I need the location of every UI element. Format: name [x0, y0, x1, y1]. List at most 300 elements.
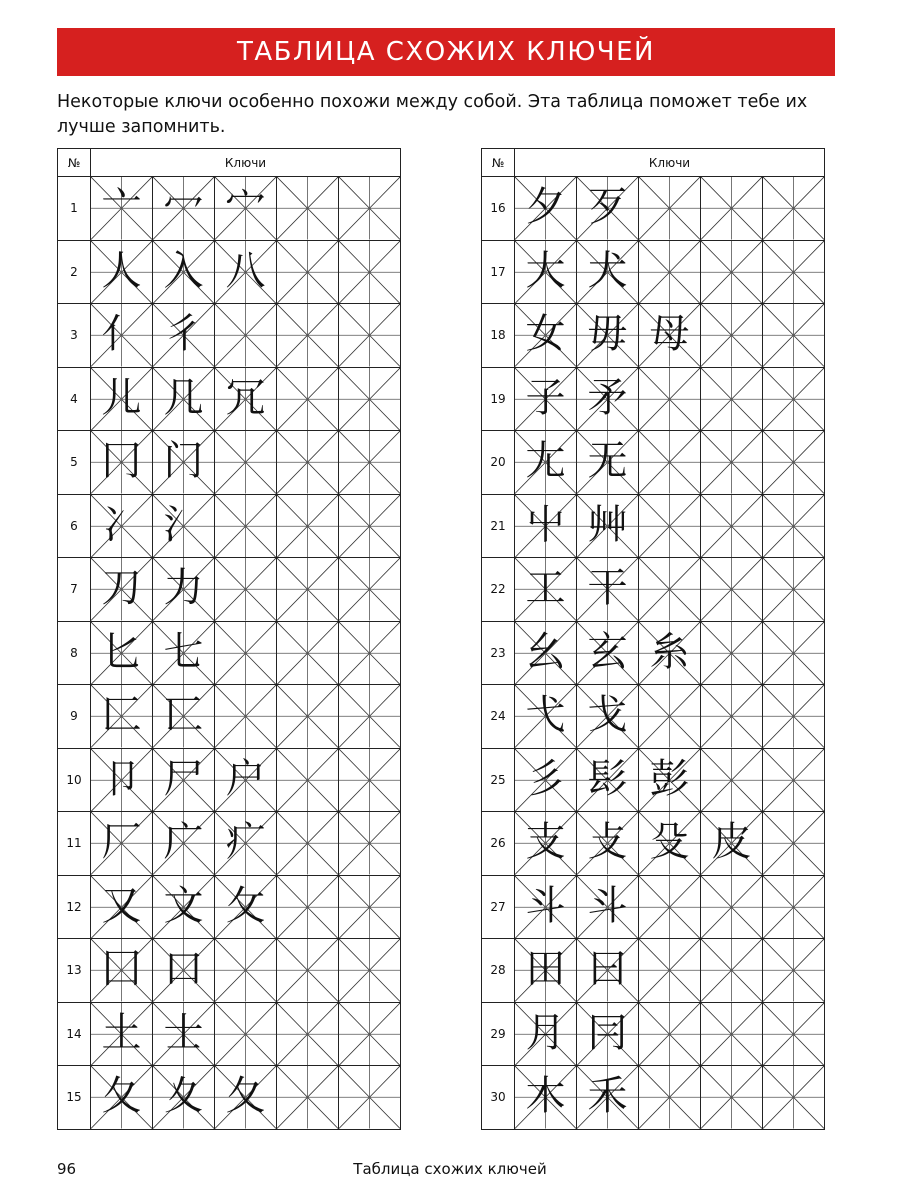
row-number: 20: [482, 431, 515, 495]
grid-cell: [701, 875, 763, 939]
grid-cell: [215, 1066, 277, 1130]
grid-cell: [701, 240, 763, 304]
grid-cell: [577, 177, 639, 241]
cell-guide-lines: [701, 495, 762, 558]
grid-cell: [515, 685, 577, 749]
grid-cell: [339, 304, 401, 368]
row-number: 29: [482, 1002, 515, 1066]
grid-cell: [639, 304, 701, 368]
cell-guide-lines: [339, 368, 400, 431]
grid-cell: [215, 494, 277, 558]
cell-guide-lines: [277, 431, 338, 494]
key-glyph: 糸: [649, 628, 690, 675]
key-glyph: 母: [649, 311, 690, 358]
grid-cell: [153, 431, 215, 495]
grid-cell: [639, 177, 701, 241]
table-row: [58, 812, 401, 876]
cell-guide-lines: [639, 876, 700, 939]
key-glyph: 几: [163, 374, 204, 421]
grid-cell: [339, 1066, 401, 1130]
table-row: [58, 685, 401, 749]
grid-cell: [577, 304, 639, 368]
grid-cell: [763, 748, 825, 812]
grid-cell: [701, 748, 763, 812]
grid-cell: [91, 875, 153, 939]
grid-cell: [91, 558, 153, 622]
table-row: [482, 939, 825, 1003]
cell-guide-lines: [763, 495, 824, 558]
row-number: 3: [58, 304, 91, 368]
row-number: 16: [482, 177, 515, 241]
row-number: 25: [482, 748, 515, 812]
grid-cell: [639, 685, 701, 749]
grid-cell: [515, 1002, 577, 1066]
grid-cell: [215, 812, 277, 876]
grid-cell: [91, 240, 153, 304]
row-number: 26: [482, 812, 515, 876]
page-number: 96: [57, 1160, 77, 1178]
grid-cell: [277, 875, 339, 939]
row-number: 4: [58, 367, 91, 431]
key-glyph: 卩: [101, 755, 142, 802]
cell-guide-lines: [639, 177, 700, 240]
cell-guide-lines: [639, 1003, 700, 1066]
grid-cell: [215, 1002, 277, 1066]
key-glyph: 女: [525, 311, 566, 358]
grid-cell: [339, 685, 401, 749]
key-glyph: 夊: [163, 1073, 204, 1120]
footer-title: Таблица схожих ключей: [353, 1160, 547, 1178]
keys-table-right: [481, 148, 825, 1130]
key-glyph: 亻: [101, 311, 142, 358]
grid-cell: [153, 304, 215, 368]
table-row: [58, 431, 401, 495]
key-glyph: 殳: [649, 819, 690, 866]
cell-guide-lines: [763, 558, 824, 621]
grid-cell: [277, 494, 339, 558]
cell-guide-lines: [639, 495, 700, 558]
key-glyph: 夕: [525, 184, 566, 231]
cell-guide-lines: [277, 368, 338, 431]
cell-guide-lines: [339, 685, 400, 748]
table-row: [482, 875, 825, 939]
grid-cell: [763, 177, 825, 241]
grid-cell: [701, 685, 763, 749]
cell-guide-lines: [763, 876, 824, 939]
key-glyph: 匚: [101, 692, 142, 739]
row-number: 10: [58, 748, 91, 812]
cell-guide-lines: [701, 685, 762, 748]
grid-cell: [701, 431, 763, 495]
key-glyph: 髟: [587, 755, 628, 802]
cell-guide-lines: [215, 685, 276, 748]
table-row: [482, 748, 825, 812]
grid-cell: [339, 812, 401, 876]
key-glyph: 幺: [525, 628, 566, 675]
grid-cell: [763, 367, 825, 431]
key-glyph: 文: [163, 882, 204, 929]
cell-guide-lines: [701, 876, 762, 939]
grid-cell: [91, 685, 153, 749]
key-glyph: 入: [163, 247, 204, 294]
cell-guide-lines: [215, 622, 276, 685]
grid-cell: [577, 240, 639, 304]
key-glyph: 戈: [587, 692, 628, 739]
table-row: [58, 558, 401, 622]
grid-cell: [215, 558, 277, 622]
cell-guide-lines: [639, 241, 700, 304]
grid-cell: [763, 1002, 825, 1066]
row-number: 23: [482, 621, 515, 685]
table-row: [482, 431, 825, 495]
row-number: 8: [58, 621, 91, 685]
cell-guide-lines: [277, 241, 338, 304]
grid-cell: [91, 1066, 153, 1130]
cell-guide-lines: [339, 749, 400, 812]
table-row: [482, 494, 825, 558]
key-glyph: 亠: [101, 184, 142, 231]
cell-guide-lines: [763, 177, 824, 240]
key-glyph: 尸: [163, 755, 204, 802]
cell-guide-lines: [701, 1003, 762, 1066]
cell-guide-lines: [763, 1066, 824, 1129]
cell-guide-lines: [763, 812, 824, 875]
grid-cell: [277, 177, 339, 241]
key-glyph: 曰: [587, 946, 628, 993]
cell-guide-lines: [339, 241, 400, 304]
cell-guide-lines: [763, 939, 824, 1002]
key-glyph: 干: [587, 565, 628, 612]
key-glyph: 门: [163, 438, 204, 485]
key-glyph: 口: [163, 946, 204, 993]
grid-cell: [515, 304, 577, 368]
key-glyph: 支: [525, 819, 566, 866]
cell-guide-lines: [701, 622, 762, 685]
grid-cell: [277, 558, 339, 622]
key-glyph: 儿: [101, 374, 142, 421]
grid-cell: [215, 875, 277, 939]
key-glyph: 彡: [525, 755, 566, 802]
table-row: [58, 1066, 401, 1130]
cell-guide-lines: [339, 1066, 400, 1129]
keys-column-header: Ключи: [515, 149, 825, 177]
grid-cell: [153, 621, 215, 685]
grid-cell: [515, 748, 577, 812]
cell-guide-lines: [277, 939, 338, 1002]
intro-text: Некоторые ключи особенно похожи между собой. Эта таблица поможет тебе их лучше запомнить.: [57, 92, 808, 137]
page-title: ТАБЛИЦА СХОЖИХ КЛЮЧЕЙ: [237, 37, 655, 67]
grid-cell: [153, 685, 215, 749]
grid-cell: [515, 875, 577, 939]
grid-cell: [153, 1066, 215, 1130]
grid-cell: [339, 1002, 401, 1066]
cell-guide-lines: [701, 558, 762, 621]
key-glyph: 七: [163, 628, 204, 675]
cell-guide-lines: [215, 558, 276, 621]
grid-cell: [701, 367, 763, 431]
grid-cell: [701, 494, 763, 558]
grid-cell: [153, 748, 215, 812]
grid-cell: [215, 431, 277, 495]
grid-cell: [91, 1002, 153, 1066]
cell-guide-lines: [701, 431, 762, 494]
grid-cell: [277, 367, 339, 431]
grid-cell: [639, 875, 701, 939]
grid-cell: [701, 1002, 763, 1066]
key-glyph: 士: [163, 1009, 204, 1056]
cell-guide-lines: [701, 1066, 762, 1129]
key-glyph: 艸: [587, 501, 628, 548]
grid-cell: [639, 812, 701, 876]
key-glyph: 氵: [163, 501, 204, 548]
grid-cell: [515, 240, 577, 304]
grid-cell: [701, 939, 763, 1003]
key-glyph: 攴: [587, 819, 628, 866]
row-number: 11: [58, 812, 91, 876]
grid-cell: [515, 367, 577, 431]
key-glyph: 冗: [225, 374, 266, 421]
grid-cell: [215, 304, 277, 368]
cell-guide-lines: [277, 558, 338, 621]
key-glyph: 人: [101, 247, 142, 294]
cell-guide-lines: [701, 304, 762, 367]
cell-guide-lines: [339, 304, 400, 367]
cell-guide-lines: [277, 622, 338, 685]
grid-cell: [763, 939, 825, 1003]
cell-guide-lines: [639, 685, 700, 748]
table-row: [58, 240, 401, 304]
grid-cell: [515, 621, 577, 685]
row-number: 15: [58, 1066, 91, 1130]
cell-guide-lines: [339, 939, 400, 1002]
grid-cell: [153, 240, 215, 304]
key-glyph: 矛: [587, 374, 628, 421]
key-glyph: 又: [101, 882, 142, 929]
table-row: [58, 1002, 401, 1066]
row-number: 2: [58, 240, 91, 304]
row-number: 14: [58, 1002, 91, 1066]
grid-cell: [277, 304, 339, 368]
row-number: 18: [482, 304, 515, 368]
grid-cell: [277, 685, 339, 749]
cell-guide-lines: [763, 622, 824, 685]
cell-guide-lines: [215, 939, 276, 1002]
page-banner: [57, 28, 835, 76]
grid-cell: [153, 939, 215, 1003]
table-row: [482, 240, 825, 304]
key-glyph: 玄: [587, 628, 628, 675]
grid-cell: [91, 748, 153, 812]
grid-cell: [763, 240, 825, 304]
table-row: [482, 304, 825, 368]
grid-cell: [215, 939, 277, 1003]
grid-cell: [515, 558, 577, 622]
grid-cell: [91, 367, 153, 431]
cell-guide-lines: [763, 685, 824, 748]
grid-cell: [577, 558, 639, 622]
cell-guide-lines: [701, 368, 762, 431]
grid-cell: [515, 939, 577, 1003]
row-number: 30: [482, 1066, 515, 1130]
key-glyph: 匸: [163, 692, 204, 739]
cell-guide-lines: [639, 1066, 700, 1129]
cell-guide-lines: [339, 876, 400, 939]
grid-cell: [515, 431, 577, 495]
grid-cell: [763, 875, 825, 939]
grid-cell: [639, 494, 701, 558]
grid-cell: [91, 431, 153, 495]
key-glyph: 户: [225, 755, 266, 802]
key-glyph: 匕: [101, 628, 142, 675]
grid-cell: [701, 1066, 763, 1130]
grid-cell: [577, 748, 639, 812]
row-number: 9: [58, 685, 91, 749]
grid-cell: [153, 1002, 215, 1066]
grid-cell: [277, 621, 339, 685]
cell-guide-lines: [277, 304, 338, 367]
key-glyph: 工: [525, 565, 566, 612]
grid-cell: [763, 494, 825, 558]
grid-cell: [577, 367, 639, 431]
key-glyph: 彳: [163, 311, 204, 358]
grid-cell: [763, 1066, 825, 1130]
key-glyph: 大: [525, 247, 566, 294]
grid-cell: [277, 748, 339, 812]
num-column-header: №: [58, 149, 91, 177]
cell-guide-lines: [701, 939, 762, 1002]
grid-cell: [215, 240, 277, 304]
key-glyph: 屮: [525, 501, 566, 548]
key-glyph: 彭: [649, 755, 690, 802]
grid-cell: [763, 304, 825, 368]
cell-guide-lines: [215, 1003, 276, 1066]
cell-guide-lines: [763, 241, 824, 304]
grid-cell: [339, 240, 401, 304]
key-glyph: 八: [225, 247, 266, 294]
table-row: [482, 1066, 825, 1130]
grid-cell: [215, 367, 277, 431]
key-glyph: 禾: [587, 1073, 628, 1120]
cell-guide-lines: [215, 495, 276, 558]
grid-cell: [701, 812, 763, 876]
key-glyph: 刀: [101, 565, 142, 612]
table-row: [58, 939, 401, 1003]
key-glyph: 皮: [711, 819, 752, 866]
cell-guide-lines: [701, 749, 762, 812]
grid-cell: [277, 1066, 339, 1130]
grid-cell: [277, 939, 339, 1003]
grid-cell: [577, 1066, 639, 1130]
grid-cell: [577, 621, 639, 685]
grid-cell: [515, 1066, 577, 1130]
grid-cell: [763, 812, 825, 876]
table-row: [58, 875, 401, 939]
key-glyph: 木: [525, 1073, 566, 1120]
grid-cell: [639, 1002, 701, 1066]
grid-cell: [339, 494, 401, 558]
row-number: 12: [58, 875, 91, 939]
key-glyph: 夂: [101, 1073, 142, 1120]
grid-cell: [577, 431, 639, 495]
cell-guide-lines: [701, 177, 762, 240]
grid-cell: [339, 939, 401, 1003]
table-row: [482, 621, 825, 685]
grid-cell: [763, 685, 825, 749]
grid-cell: [577, 812, 639, 876]
cell-guide-lines: [277, 749, 338, 812]
grid-cell: [277, 1002, 339, 1066]
table-row: [482, 367, 825, 431]
key-glyph: 歹: [587, 184, 628, 231]
key-glyph: 冃: [587, 1009, 628, 1056]
grid-cell: [701, 304, 763, 368]
grid-cell: [215, 621, 277, 685]
grid-cell: [215, 685, 277, 749]
grid-cell: [91, 939, 153, 1003]
cell-guide-lines: [215, 431, 276, 494]
grid-cell: [577, 494, 639, 558]
key-glyph: 田: [525, 946, 566, 993]
cell-guide-lines: [277, 177, 338, 240]
cell-guide-lines: [639, 558, 700, 621]
grid-cell: [515, 177, 577, 241]
key-glyph: 厂: [101, 819, 142, 866]
cell-guide-lines: [639, 431, 700, 494]
key-glyph: 犬: [587, 247, 628, 294]
key-glyph: 广: [163, 819, 204, 866]
key-glyph: 冖: [163, 184, 204, 231]
row-number: 7: [58, 558, 91, 622]
grid-cell: [91, 621, 153, 685]
grid-cell: [153, 875, 215, 939]
grid-cell: [91, 304, 153, 368]
cell-guide-lines: [339, 177, 400, 240]
cell-guide-lines: [639, 939, 700, 1002]
cell-guide-lines: [339, 812, 400, 875]
key-glyph: 尢: [525, 438, 566, 485]
cell-guide-lines: [763, 368, 824, 431]
key-glyph: 月: [525, 1009, 566, 1056]
key-glyph: 攵: [225, 882, 266, 929]
row-number: 19: [482, 367, 515, 431]
grid-cell: [763, 431, 825, 495]
grid-cell: [577, 1002, 639, 1066]
grid-cell: [339, 748, 401, 812]
grid-cell: [339, 558, 401, 622]
row-number: 21: [482, 494, 515, 558]
cell-guide-lines: [339, 495, 400, 558]
key-glyph: 囗: [101, 946, 142, 993]
row-number: 1: [58, 177, 91, 241]
key-glyph: 土: [101, 1009, 142, 1056]
cell-guide-lines: [339, 431, 400, 494]
cell-guide-lines: [339, 622, 400, 685]
cell-guide-lines: [277, 876, 338, 939]
table-row: [58, 367, 401, 431]
cell-guide-lines: [277, 812, 338, 875]
cell-guide-lines: [277, 495, 338, 558]
cell-guide-lines: [277, 1066, 338, 1129]
grid-cell: [339, 875, 401, 939]
row-number: 24: [482, 685, 515, 749]
key-glyph: 斗: [525, 882, 566, 929]
key-glyph: 弋: [525, 692, 566, 739]
key-glyph: 毋: [587, 311, 628, 358]
grid-cell: [639, 939, 701, 1003]
grid-cell: [215, 177, 277, 241]
cell-guide-lines: [763, 749, 824, 812]
grid-cell: [701, 558, 763, 622]
